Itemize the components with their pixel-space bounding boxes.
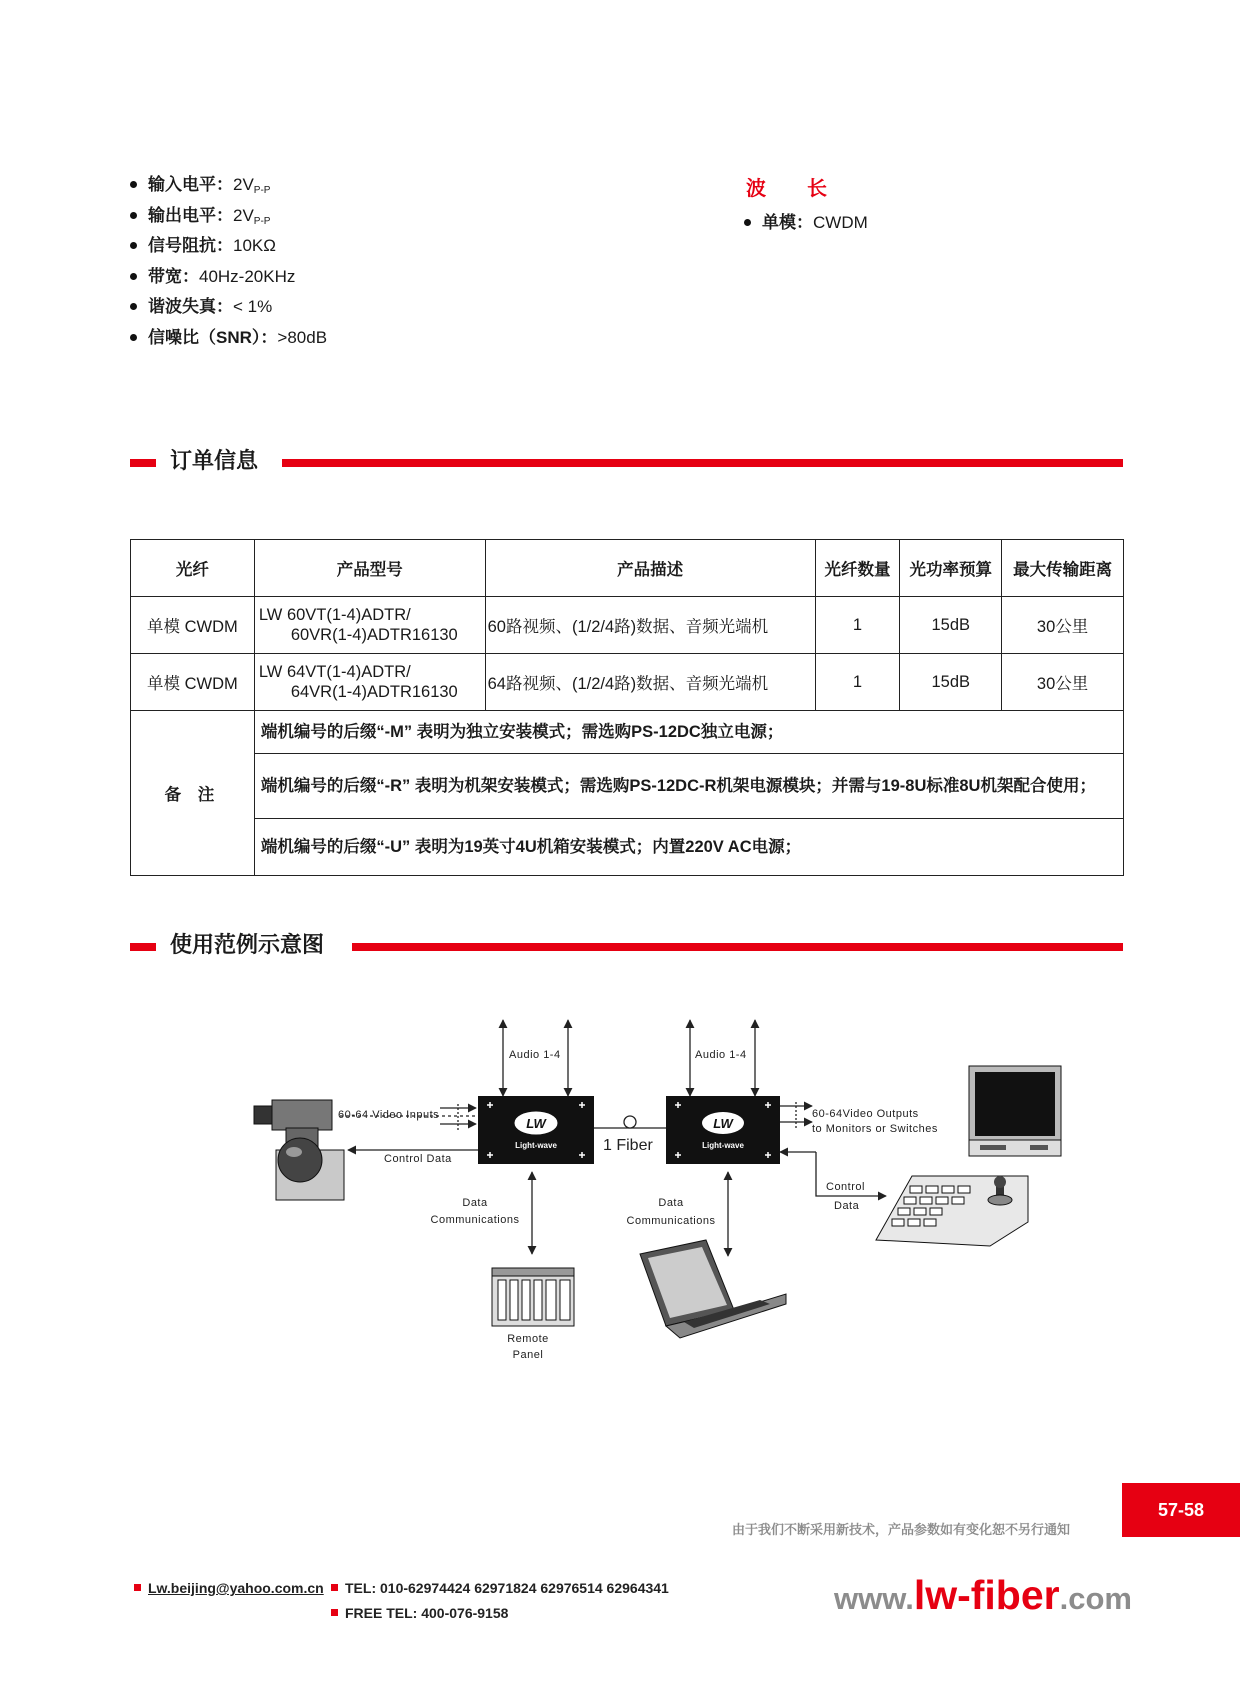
spec-item: 谐波失真：< 1% [130, 292, 327, 323]
col-header-description: 产品描述 [485, 540, 815, 597]
spec-item: 带宽：40Hz-20KHz [130, 262, 327, 293]
cell-max-distance: 30公里 [1002, 597, 1124, 654]
fiber-label: 1 Fiber [603, 1137, 653, 1154]
disclaimer: 由于我们不断采用新技术，产品参数如有变化恕不另行通知 [732, 1522, 1071, 1537]
control-right-label: Control [826, 1181, 865, 1193]
cell-description: 60路视频、(1/2/4路)数据、音频光端机 [485, 597, 815, 654]
footer-tel: TEL: 010-62974424 62971824 62976514 62964341 [331, 1580, 669, 1596]
col-header-power-budget: 光功率预算 [900, 540, 1002, 597]
col-header-max-distance: 最大传输距离 [1002, 540, 1124, 597]
bullet-square-icon [331, 1609, 338, 1616]
receiver-unit-icon [666, 1096, 780, 1164]
wavelength-title: 波 长 [746, 178, 828, 200]
cell-fiber: 单模 CWDM [131, 654, 255, 711]
bullet-square-icon [134, 1584, 141, 1591]
wavelength-item: 单模：CWDM [744, 208, 868, 239]
spec-item: 信号阻抗：10KΩ [130, 231, 327, 262]
note-item: 端机编号的后缀“-R” 表明为机架安装模式；需选购PS-12DC-R机架电源模块；并需与19-8U标准8U机架配合使用； [254, 754, 1123, 819]
cell-description: 64路视频、(1/2/4路)数据、音频光端机 [485, 654, 815, 711]
svg-text:Light-wave: Light-wave [702, 1141, 744, 1150]
laptop-icon [640, 1240, 786, 1338]
footer-free-tel: FREE TEL: 400-076-9158 [331, 1605, 508, 1621]
cell-max-distance: 30公里 [1002, 654, 1124, 711]
svg-text:LW: LW [713, 1116, 733, 1131]
keyboard-controller-icon [876, 1176, 1028, 1246]
col-header-fiber-count: 光纤数量 [815, 540, 900, 597]
cell-model: LW 60VT(1-4)ADTR/ 60VR(1-4)ADTR16130 [254, 597, 485, 654]
data-comm-left-label: Data [462, 1197, 488, 1209]
note-item: 端机编号的后缀“-M” 表明为独立安装模式；需选购PS-12DC独立电源； [254, 711, 1123, 754]
bullet-square-icon [331, 1584, 338, 1591]
data-comm-right-label: Data [658, 1197, 684, 1209]
email-link[interactable]: Lw.beijing@yahoo.com.cn [148, 1580, 324, 1596]
page-number: 57-58 [1122, 1483, 1240, 1537]
note-item: 端机编号的后缀“-U” 表明为19英寸4U机箱安装模式；内置220V AC电源； [254, 819, 1123, 876]
spec-item: 输出电平：$2V_{P-P}$ [130, 201, 327, 232]
cell-fiber-count: 1 [815, 597, 900, 654]
data-comm-right-label-2: Communications [626, 1215, 716, 1227]
cell-fiber-count: 1 [815, 654, 900, 711]
svg-text:Light-wave: Light-wave [515, 1141, 557, 1150]
remote-panel-label: Remote [507, 1333, 549, 1345]
camera-icon [254, 1100, 344, 1200]
order-section-title: 订单信息 [170, 448, 259, 473]
video-outputs-label: 60-64Video Outputs [812, 1108, 919, 1120]
col-header-model: 产品型号 [254, 540, 485, 597]
svg-text:LW: LW [526, 1116, 546, 1131]
cell-model: LW 64VT(1-4)ADTR/ 64VR(1-4)ADTR16130 [254, 654, 485, 711]
monitor-icon [969, 1066, 1061, 1156]
control-data-left-label: Control Data [384, 1153, 452, 1165]
audio-right-label: Audio 1-4 [695, 1049, 747, 1061]
video-outputs-label-2: to Monitors or Switches [812, 1123, 938, 1135]
video-inputs-label: 60-64 Video Inputs [338, 1109, 440, 1121]
cell-power-budget: 15dB [900, 654, 1002, 711]
website-url[interactable]: www.lw-fiber.com [834, 1572, 1132, 1618]
cell-fiber: 单模 CWDM [131, 597, 255, 654]
data-comm-left-label-2: Communications [430, 1214, 520, 1226]
fiber-loop-icon [624, 1116, 636, 1128]
cell-power-budget: 15dB [900, 597, 1002, 654]
audio-left-label: Audio 1-4 [509, 1049, 561, 1061]
control-right-label-2: Data [834, 1200, 860, 1212]
notes-label: 备 注 [131, 711, 255, 876]
col-header-fiber: 光纤 [131, 540, 255, 597]
spec-item: 输入电平：$2V_{P-P}$ [130, 170, 327, 201]
usage-section-title: 使用范例示意图 [170, 932, 325, 957]
footer-email [134, 1580, 324, 1596]
remote-panel-label-2: Panel [512, 1349, 544, 1361]
transmitter-unit-icon [478, 1096, 594, 1164]
remote-panel-icon [492, 1268, 574, 1326]
spec-item: 信噪比（SNR）：>80dB [130, 323, 327, 354]
